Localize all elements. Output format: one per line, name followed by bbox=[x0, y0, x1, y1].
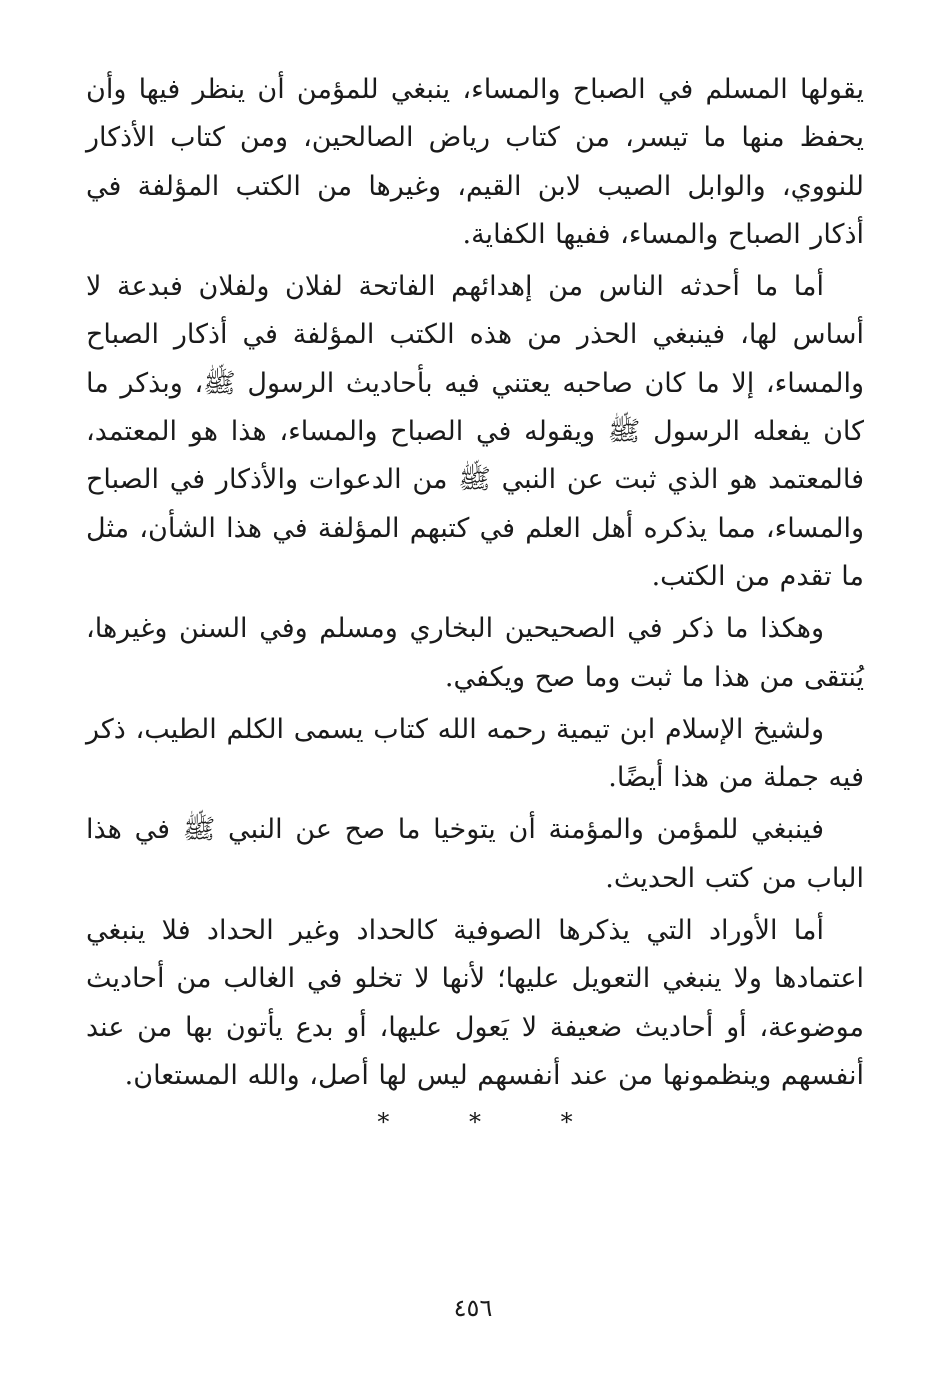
separator-star-icon: * bbox=[377, 1108, 390, 1137]
separator-star-icon: * bbox=[560, 1108, 573, 1137]
page-body bbox=[86, 66, 864, 1136]
paragraph-1: يقولها المسلم في الصباح والمساء، ينبغي للمؤمن أن ينظر فيها وأن يحفظ منها ما تيسر، من كتاب رياض الصالحين، ومن كتاب الأذكار للنووي، والوابل الصيب لابن القيم، وغيرها من الكتب المؤلفة في أذكار الصباح والمساء، ففيها الكفاية. bbox=[86, 74, 864, 250]
paragraph-2: أما ما أحدثه الناس من إهدائهم الفاتحة لفلان ولفلان فبدعة لا أساس لها، فينبغي الحذر من هذه الكتب المؤلفة في أذكار الصباح والمساء، إلا ما كان صاحبه يعتني فيه بأحاديث الرسول ﷺ، وبذكر ما كان يفعله الرسول ﷺ ويقوله في الصباح والمساء، هذا هو المعتمد، فالمعتمد هو الذي ثبت عن النبي ﷺ من الدعوات والأذكار في الصباح والمساء، مما يذكره أهل العلم في كتبهم المؤلفة في هذا الشأن، مثل ما تقدم من الكتب. bbox=[86, 271, 864, 592]
paragraph-3: وهكذا ما ذكر في الصحيحين البخاري ومسلم وفي السنن وغيرها، يُنتقى من هذا ما ثبت وما صح ويكفي. bbox=[86, 613, 864, 693]
paragraph-4: ولشيخ الإسلام ابن تيمية رحمه الله كتاب يسمى الكلم الطيب، ذكر فيه جملة من هذا أيضًا. bbox=[86, 713, 864, 794]
paragraph-6: أما الأوراد التي يذكرها الصوفية كالحداد وغير الحداد فلا ينبغي اعتمادها ولا ينبغي التعويل عليها؛ لأنها لا تخلو في الغالب من أحاديث موضوعة، أو أحاديث ضعيفة لا يَعول عليها، أو بدع يأتون بها من عند أنفسهم وينظمونها من عند أنفسهم ليس لها أصل، والله المستعان. bbox=[86, 915, 864, 1091]
section-separator bbox=[86, 1108, 864, 1136]
separator-star-icon: * bbox=[469, 1108, 481, 1137]
paragraph-5: فينبغي للمؤمن والمؤمنة أن يتوخيا ما صح عن النبي ﷺ في هذا الباب من كتب الحديث. bbox=[86, 814, 864, 894]
page-number: ٤٥٦ bbox=[453, 1294, 493, 1322]
